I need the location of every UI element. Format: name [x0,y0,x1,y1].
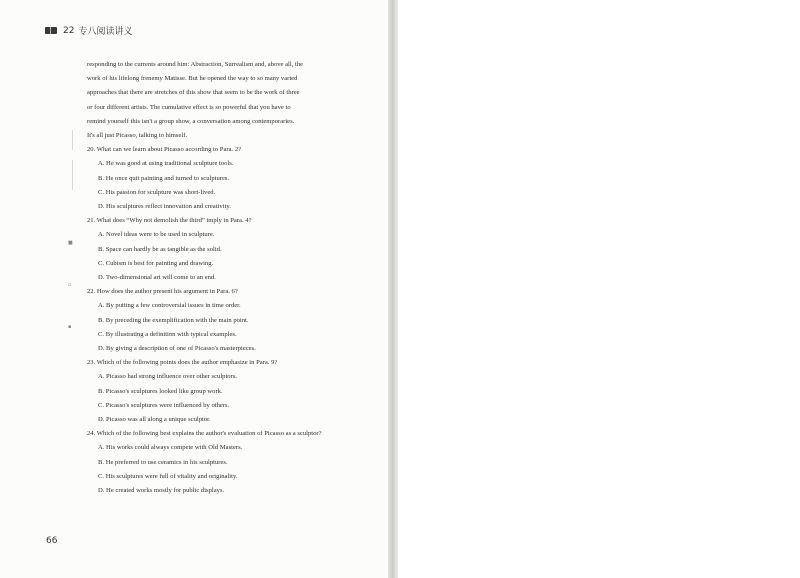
question-22 [87,285,343,356]
passage-line: work of his lifelong frenemy Matisse. But he opened the way to so many varied [87,75,298,83]
question-stem: 20. What can we learn about Picasso according to Para. 2? [87,146,242,154]
page-number: 66 [46,536,58,546]
passage-line: approaches that there are stretches of this show that seem to be the work of three [87,89,300,97]
option-b: B. Space can hardly be as tangible as the solid. [98,245,222,253]
option-d: D. By giving a description of one of Picasso's masterpieces. [98,345,256,353]
passage-line: responding to the currents around him: Abstraction, Surrealism and, above all, the [87,61,304,68]
header-number: 22 [63,25,75,36]
option-b: B. He preferred to use ceramics in his sculptures. [98,458,228,466]
header-title: 专八阅读讲义 [78,27,133,37]
question-24 [87,427,343,498]
book-icon [45,27,57,34]
question-stem: 23. Which of the following points does the author emphasize in Para. 9? [87,359,278,367]
option-a: A. Picasso had strong influence over other sculptors. [98,373,237,381]
question-23 [87,356,343,427]
right-page [398,0,800,578]
option-a: A. By putting a few controversial issues in time order. [98,302,241,310]
margin-rule [72,130,73,150]
option-d: D. His sculptures reflect innovation and creativity. [98,203,231,211]
option-c: C. Cubism is best for painting and drawing. [98,259,214,267]
option-c: C. Picasso's sculptures were influenced by others. [98,401,230,409]
margin-mark: ▪ [68,324,72,330]
option-d: D. Two-dimensional art will come to an end. [98,274,216,282]
page-header [45,24,132,37]
question-stem: 24. Which of the following best explains the author's evaluation of Picasso as a sculptor? [87,430,322,438]
option-c: C. His sculptures were full of vitality and originality. [98,472,238,480]
question-stem: 21. What does “Why not demolish the third” imply in Para. 4? [87,217,252,225]
option-a: A. His works could always compete with Old Masters. [98,444,243,452]
question-20 [87,143,343,214]
option-a: A. Novel ideas were to be used in sculpture. [98,231,215,239]
margin-mark: ▫ [68,282,72,288]
left-page [0,0,388,578]
option-c: C. By illustrating a definition with typical examples. [98,330,237,338]
passage-line: or four different artists. The cumulative effect is so powerful that you have to [87,103,291,111]
option-c: C. His passion for sculpture was short-lived. [98,188,216,196]
option-b: B. He once quit painting and turned to sculptures. [98,174,230,182]
margin-rule [72,160,73,190]
option-a: A. He was good at using traditional sculpture tools. [98,160,234,168]
option-d: D. He created works mostly for public displays. [98,487,225,495]
option-b: B. By preceding the exemplification with the main point. [98,316,249,324]
margin-mark: ■ [68,240,73,246]
book-spine [388,0,398,578]
question-21 [87,214,343,285]
option-d: D. Picasso was all along a unique sculptor. [98,416,211,424]
question-stem: 22. How does the author present his argument in Para. 6? [87,288,238,296]
option-b: B. Picasso's sculptures looked like group work. [98,387,223,395]
passage-line: remind yourself this isn't a group show, a conversation among contemporaries. [87,117,295,125]
reading-content [87,58,343,498]
passage-line: It's all just Picasso, talking to himself. [87,132,188,140]
